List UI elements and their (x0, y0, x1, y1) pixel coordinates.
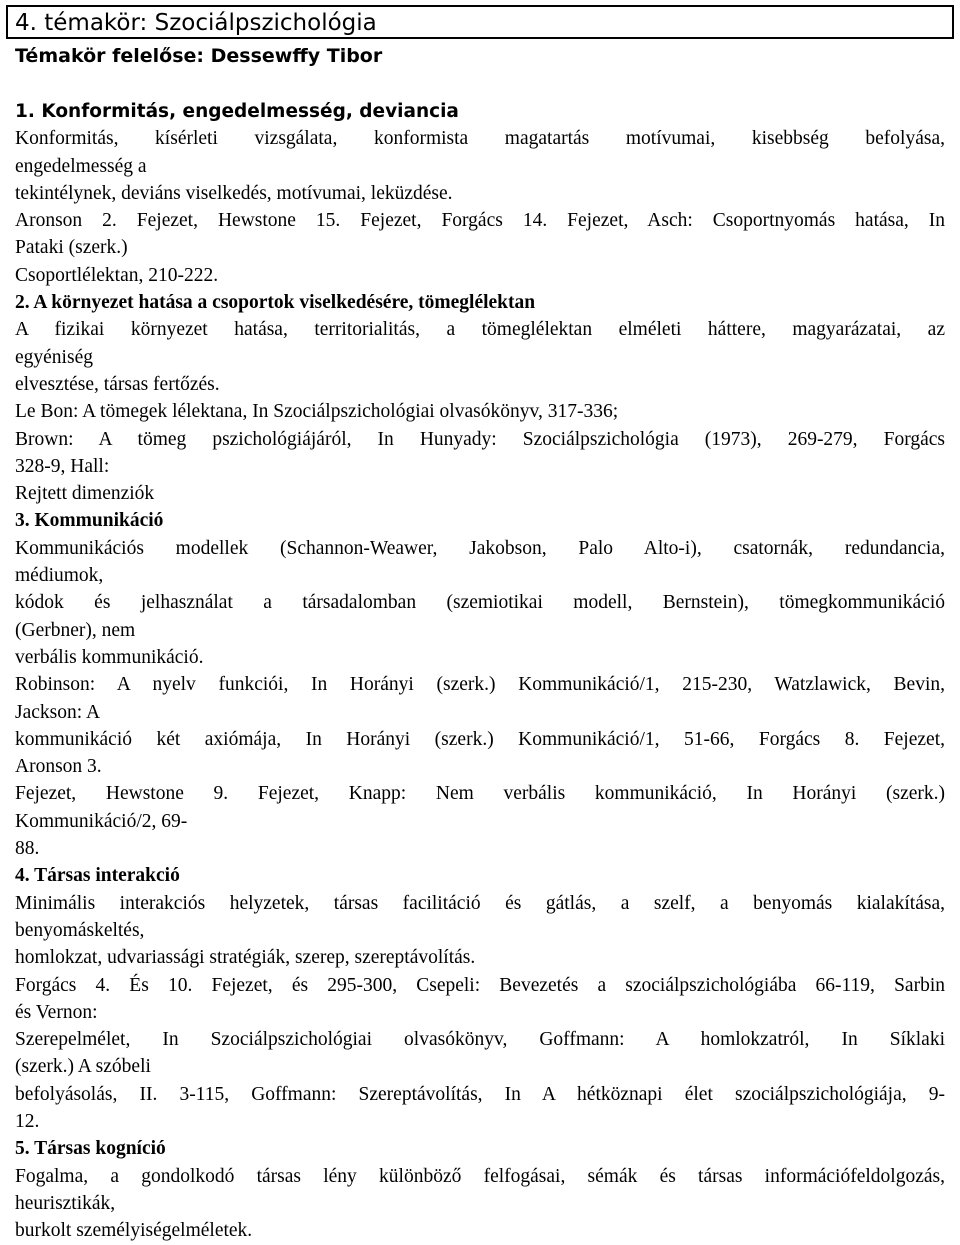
section-3-line: kódok és jelhasználat a társadalomban (szemiotikai modell, Bernstein), tömegkommunikáció (15, 592, 945, 614)
section-3-line: 88. (15, 838, 40, 860)
section-3-line: Jackson: A (15, 701, 101, 723)
section-1-line: Konformitás, kísérleti vizsgálata, konformista magatartás motívumai, kisebbség befolyása, (15, 128, 945, 150)
section-3-line: Fejezet, Hewstone 9. Fejezet, Knapp: Nem verbális kommunikáció, In Horányi (szerk.) (15, 783, 945, 805)
section-1-line: Csoportlélektan, 210-222. (15, 264, 219, 286)
section-4-line: homlokzat, udvariassági stratégiák, szerep, szereptávolítás. (15, 947, 476, 969)
section-4-line: Minimális interakciós helyzetek, társas facilitáció és gátlás, a szelf, a benyomás kialakítása, (15, 892, 945, 914)
section-2-line: Rejtett dimenziók (15, 483, 155, 505)
section-3-line: Aronson 3. (15, 756, 102, 778)
section-2-line: egyéniség (15, 346, 93, 368)
section-3-heading: 3. Kommunikáció (15, 510, 164, 532)
section-3-line: verbális kommunikáció. (15, 646, 204, 668)
section-4-line: Forgács 4. És 10. Fejezet, és 295-300, Csepeli: Bevezetés a szociálpszichológiába 66-119, Sarbin (15, 974, 945, 996)
section-1-heading: 1. Konformitás, engedelmesség, deviancia (15, 101, 459, 122)
section-2-line: elvesztése, társas fertőzés. (15, 373, 220, 395)
section-4-line: (szerk.) A szóbeli (15, 1056, 151, 1078)
page-title: 4. témakör: Szociálpszichológia (15, 10, 377, 36)
section-1-line: Aronson 2. Fejezet, Hewstone 15. Fejezet, Forgács 14. Fejezet, Asch: Csoportnyomás hatása, In (15, 210, 945, 232)
section-2-line: A fizikai környezet hatása, territorialitás, a tömeglélektan elméleti háttere, magyarázatai, az (15, 319, 945, 341)
section-2-heading: 2. A környezet hatása a csoportok viselkedésére, tömeglélektan (15, 292, 536, 314)
section-1-line: engedelmesség a (15, 155, 147, 177)
section-5-line: burkolt személyiségelméletek. (15, 1220, 253, 1242)
section-4-line: 12. (15, 1110, 40, 1132)
section-4-line: és Vernon: (15, 1001, 98, 1023)
section-4-heading: 4. Társas interakció (15, 865, 180, 887)
section-3-line: médiumok, (15, 565, 104, 587)
section-2-line: 328-9, Hall: (15, 455, 110, 477)
section-3-line: kommunikáció két axiómája, In Horányi (szerk.) Kommunikáció/1, 51-66, Forgács 8. Fejezet, (15, 728, 945, 750)
section-3-line: Kommunikációs modellek (Schannon-Weawer, Jakobson, Palo Alto-i), csatornák, redundancia, (15, 537, 945, 559)
section-5-line: heurisztikák, (15, 1192, 116, 1214)
section-4-line: benyomáskeltés, (15, 919, 145, 941)
section-5-heading: 5. Társas kogníció (15, 1138, 166, 1160)
section-3-line: Kommunikáció/2, 69- (15, 810, 188, 832)
section-4-line: Szerepelmélet, In Szociálpszichológiai olvasókönyv, Goffmann: A homlokzatról, In Síklaki (15, 1029, 945, 1051)
section-5-line: Fogalma, a gondolkodó társas lény különböző felfogásai, sémák és társas információfeldolgozás, (15, 1165, 945, 1187)
section-3-line: (Gerbner), nem (15, 619, 136, 641)
section-4-line: befolyásolás, II. 3-115, Goffmann: Szereptávolítás, In A hétköznapi élet szociálpszichológiája, 9- (15, 1083, 945, 1105)
section-2-line: Brown: A tömeg pszichológiájáról, In Hunyady: Szociálpszichológia (1973), 269-279, Forgács (15, 428, 945, 450)
section-1-line: tekintélynek, deviáns viselkedés, motívumai, leküzdése. (15, 182, 453, 204)
section-2-line: Le Bon: A tömegek lélektana, In Szociálpszichológiai olvasókönyv, 317-336; (15, 401, 619, 423)
document-body (15, 98, 945, 1244)
topic-responsible: Témakör felelőse: Dessewffy Tibor (15, 45, 383, 67)
section-1-line: Pataki (szerk.) (15, 237, 128, 259)
section-3-line: Robinson: A nyelv funkciói, In Horányi (szerk.) Kommunikáció/1, 215-230, Watzlawick, Bevin, (15, 674, 945, 696)
